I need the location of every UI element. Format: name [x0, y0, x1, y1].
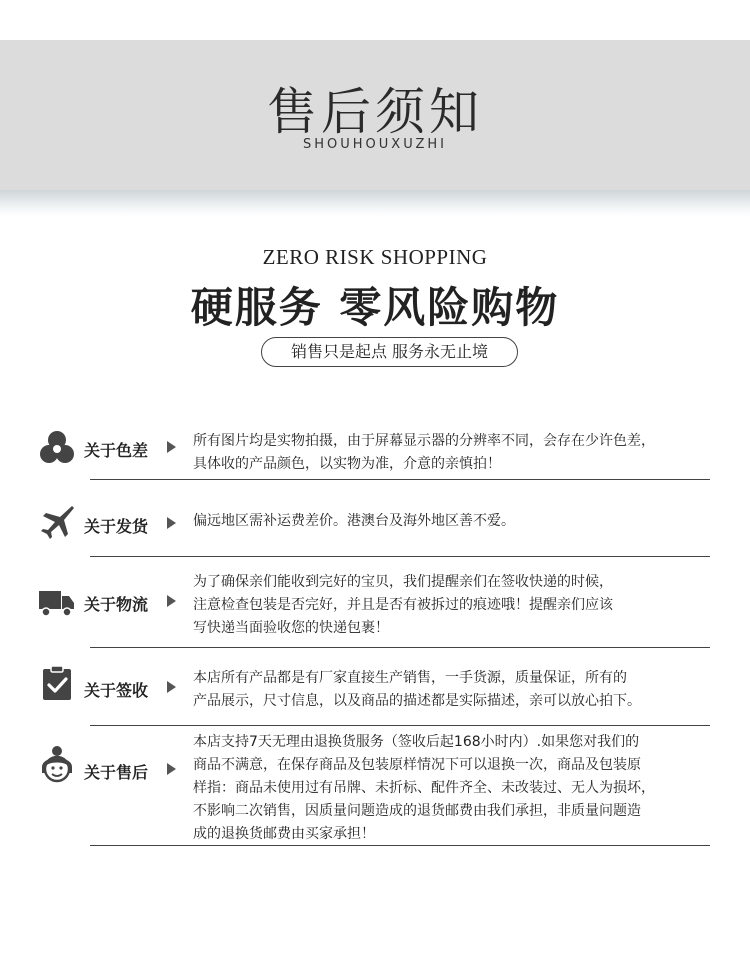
section-text	[193, 571, 713, 640]
section-text	[193, 430, 713, 476]
section-text	[193, 667, 713, 713]
text-line: 商品不满意，在保存商品及包装原样情况下可以退换一次，商品及包装原	[193, 757, 641, 773]
section-label: 关于物流	[84, 595, 149, 614]
page-subtitle: SHOUHOUXUZHI	[302, 137, 447, 152]
arrow-right-icon	[167, 595, 176, 607]
text-line: 本店支持7天无理由退换货服务（签收后起168小时内）.如果您对我们的	[193, 734, 640, 750]
color-wheel-icon	[38, 428, 76, 466]
text-line: 不影响二次销售，因质量问题造成的退货邮费由我们承担，非质量问题造	[193, 803, 641, 819]
divider	[90, 725, 710, 726]
section-label: 关于签收	[84, 681, 149, 700]
customer-service-icon	[38, 745, 76, 783]
clipboard-check-icon	[38, 664, 76, 702]
divider	[90, 479, 710, 480]
section-label: 关于发货	[84, 517, 149, 536]
text-line: 本店所有产品都是有厂家直接生产销售，一手货源，质量保证，所有的	[193, 670, 627, 686]
text-line: 成的退换货邮费由买家承担！	[193, 826, 375, 842]
divider	[90, 647, 710, 648]
page-title: 售后须知	[267, 83, 483, 141]
text-line: 样指：商品未使用过有吊牌、未折标、配件齐全、未改装过、无人为损坏，	[193, 780, 655, 796]
divider	[90, 845, 710, 846]
section-label: 关于色差	[84, 441, 149, 460]
text-line: 注意检查包装是否完好，并且是否有被拆过的痕迹哦！提醒亲们应该	[193, 597, 613, 613]
section-label: 关于售后	[84, 763, 149, 782]
banner-shadow	[0, 190, 750, 216]
airplane-icon	[38, 503, 76, 541]
arrow-right-icon	[167, 763, 176, 775]
divider	[90, 556, 710, 557]
text-line: 产品展示，尺寸信息，以及商品的描述都是实际描述，亲可以放心拍下。	[193, 693, 641, 709]
text-line: 具体收的产品颜色，以实物为准，介意的亲慎拍！	[193, 456, 501, 472]
section-text	[193, 510, 713, 533]
headline: 硬服务 零风险购物	[190, 283, 560, 332]
delivery-truck-icon	[38, 583, 76, 621]
arrow-right-icon	[167, 441, 176, 453]
text-line: 所有图片均是实物拍摄，由于屏幕显示器的分辨率不同，会存在少许色差，	[193, 433, 655, 449]
text-line: 为了确保亲们能收到完好的宝贝，我们提醒亲们在签收快递的时候，	[193, 574, 613, 590]
arrow-right-icon	[167, 681, 176, 693]
slogan-pill: 销售只是起点 服务永无止境	[261, 337, 518, 367]
text-line: 写快递当面验收您的快递包裹！	[193, 620, 389, 636]
text-line: 偏远地区需补运费差价。港澳台及海外地区善不爱。	[193, 513, 515, 529]
arrow-right-icon	[167, 517, 176, 529]
english-tagline: ZERO RISK SHOPPING	[262, 245, 488, 269]
section-text	[193, 731, 713, 846]
